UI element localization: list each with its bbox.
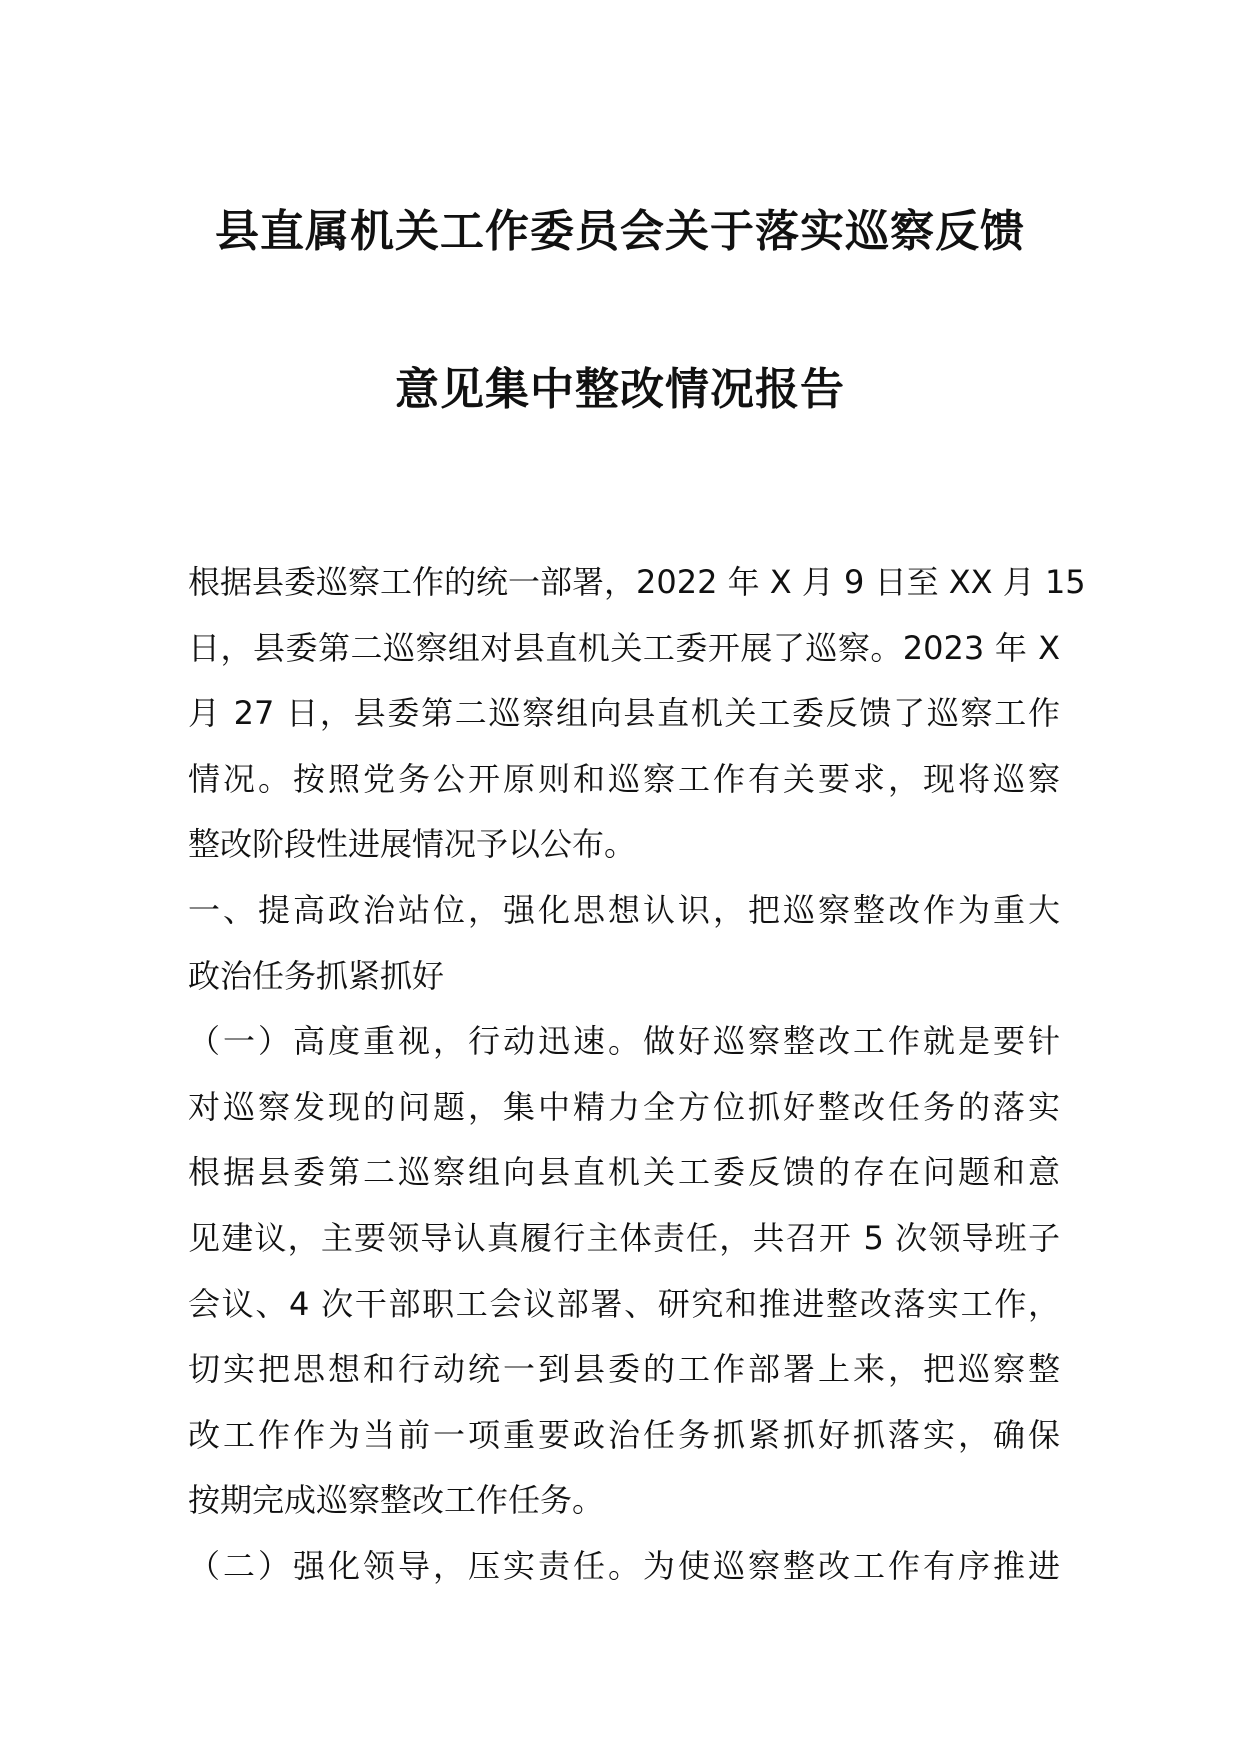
body-line: （一）高度重视，行动迅速。做好巡察整改工作就是要针 xyxy=(188,1022,1060,1061)
document-title-line-2: 意见集中整改情况报告 xyxy=(395,364,845,415)
document-title-line-1: 县直属机关工作委员会关于落实巡察反馈 xyxy=(215,206,1025,257)
body-line: （二）强化领导，压实责任。为使巡察整改工作有序推进 xyxy=(188,1546,1060,1585)
body-line: 日，县委第二巡察组对县直机关工委开展了巡察。2023 年 X xyxy=(188,628,1060,667)
body-line: 整改阶段性进展情况予以公布。 xyxy=(188,825,637,864)
body-line: 见建议，主要领导认真履行主体责任，共召开 5 次领导班子 xyxy=(188,1218,1060,1257)
body-line: 对巡察发现的问题，集中精力全方位抓好整改任务的落实 xyxy=(188,1087,1060,1126)
body-line: 情况。按照党务公开原则和巡察工作有关要求，现将巡察 xyxy=(188,759,1060,798)
body-line: 切实把思想和行动统一到县委的工作部署上来，把巡察整 xyxy=(188,1350,1060,1389)
body-line: 会议、4 次干部职工会议部署、研究和推进整改落实工作， xyxy=(188,1284,1060,1323)
body-line: 月 27 日，县委第二巡察组向县直机关工委反馈了巡察工作 xyxy=(188,694,1060,733)
document-body xyxy=(188,550,1086,1600)
body-line: 根据县委第二巡察组向县直机关工委反馈的存在问题和意 xyxy=(188,1153,1060,1192)
section-heading-line: 政治任务抓紧抓好 xyxy=(188,956,445,995)
section-heading-line: 一、提高政治站位，强化思想认识，把巡察整改作为重大 xyxy=(188,890,1060,929)
body-line: 根据县委巡察工作的统一部署，2022 年 X 月 9 日至 XX 月 15 xyxy=(188,563,1086,601)
body-line: 按期完成巡察整改工作任务。 xyxy=(188,1481,605,1520)
body-line: 改工作作为当前一项重要政治任务抓紧抓好抓落实，确保 xyxy=(188,1415,1060,1454)
